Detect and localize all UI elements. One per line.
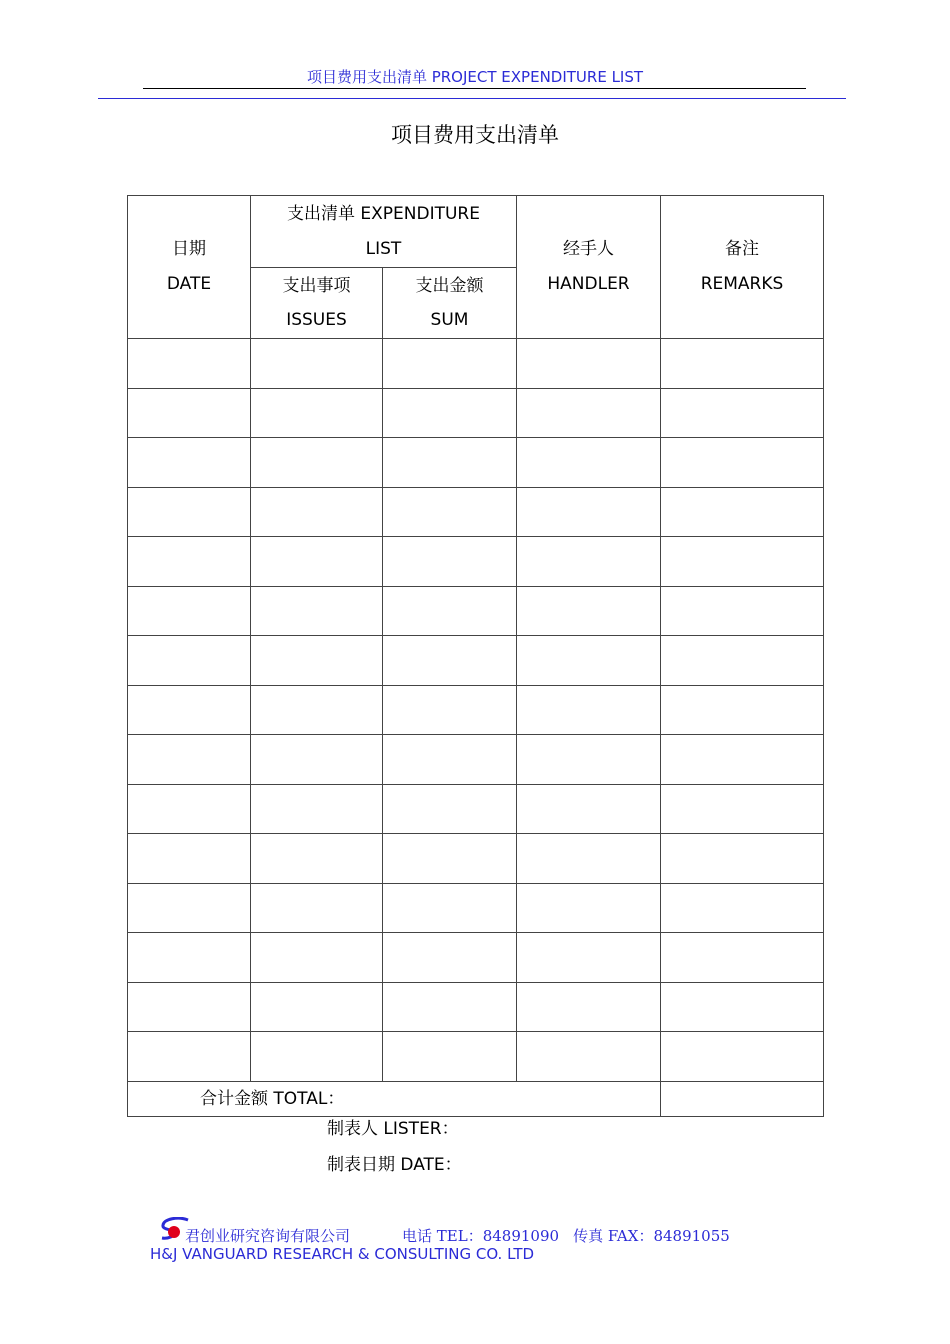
date-cell[interactable] (128, 982, 251, 1032)
table-row (128, 685, 824, 735)
handler-cell[interactable] (517, 685, 661, 735)
date-cell[interactable] (128, 784, 251, 834)
header-row-1 (128, 196, 824, 268)
lister-label: 制表人 LISTER： (327, 1119, 459, 1139)
sum-cell[interactable] (383, 784, 517, 834)
total-value-cell[interactable] (661, 1081, 824, 1116)
remarks-cell[interactable] (661, 438, 824, 488)
sum-header-cn: 支出金额 (415, 276, 484, 296)
remarks-header-en: REMARKS (700, 274, 784, 294)
table-row (128, 388, 824, 438)
issues-cell[interactable] (251, 883, 383, 933)
remarks-cell[interactable] (661, 537, 824, 587)
date-cell[interactable] (128, 537, 251, 587)
handler-cell[interactable] (517, 735, 661, 785)
handler-cell[interactable] (517, 1032, 661, 1082)
handler-cell[interactable] (517, 784, 661, 834)
handler-cell[interactable] (517, 834, 661, 884)
issues-cell[interactable] (251, 339, 383, 389)
date-header-cn: 日期 (172, 239, 206, 259)
remarks-header (661, 196, 824, 339)
handler-cell[interactable] (517, 487, 661, 537)
table-row (128, 834, 824, 884)
remarks-cell[interactable] (661, 883, 824, 933)
remarks-cell[interactable] (661, 388, 824, 438)
sum-cell[interactable] (383, 933, 517, 983)
remarks-cell[interactable] (661, 933, 824, 983)
sum-cell[interactable] (383, 438, 517, 488)
footer-company-cn: 君创业研究咨询有限公司 (185, 1227, 351, 1245)
handler-cell[interactable] (517, 339, 661, 389)
footer-company-en: H&J VANGUARD RESEARCH & CONSULTING CO. LTD (150, 1245, 535, 1263)
sum-cell[interactable] (383, 388, 517, 438)
table-row (128, 784, 824, 834)
sum-cell[interactable] (383, 982, 517, 1032)
handler-cell[interactable] (517, 883, 661, 933)
issues-header-en: ISSUES (286, 310, 347, 330)
issues-header-cn: 支出事项 (282, 276, 351, 296)
handler-cell[interactable] (517, 636, 661, 686)
expenditure-header (251, 196, 517, 268)
date-cell[interactable] (128, 1032, 251, 1082)
issues-cell[interactable] (251, 487, 383, 537)
remarks-cell[interactable] (661, 784, 824, 834)
table-row (128, 487, 824, 537)
expenditure-header-cn: 支出清单 EXPENDITURE (287, 203, 480, 224)
sum-cell[interactable] (383, 487, 517, 537)
issues-cell[interactable] (251, 933, 383, 983)
table-row (128, 735, 824, 785)
date-cell[interactable] (128, 487, 251, 537)
table-row (128, 1032, 824, 1082)
footer-fax-label: 传真 FAX： (573, 1227, 654, 1245)
date-cell[interactable] (128, 834, 251, 884)
issues-cell[interactable] (251, 388, 383, 438)
footer-fax: 84891055 (653, 1227, 730, 1245)
remarks-cell[interactable] (661, 1032, 824, 1082)
sum-cell[interactable] (383, 834, 517, 884)
issues-cell[interactable] (251, 586, 383, 636)
list-date-label: 制表日期 DATE： (327, 1155, 462, 1175)
table-row (128, 933, 824, 983)
issues-cell[interactable] (251, 685, 383, 735)
handler-header-en: HANDLER (547, 274, 630, 294)
sum-cell[interactable] (383, 636, 517, 686)
handler-header (517, 196, 661, 339)
expenditure-header-en: LIST (365, 238, 402, 259)
handler-cell[interactable] (517, 982, 661, 1032)
date-header-en: DATE (166, 274, 212, 294)
date-cell[interactable] (128, 438, 251, 488)
table-row (128, 339, 824, 389)
issues-cell[interactable] (251, 636, 383, 686)
date-cell[interactable] (128, 883, 251, 933)
issues-cell[interactable] (251, 537, 383, 587)
remarks-cell[interactable] (661, 735, 824, 785)
date-cell[interactable] (128, 339, 251, 389)
issues-cell[interactable] (251, 834, 383, 884)
footer-tel: 84891090 (482, 1227, 560, 1245)
table-row (128, 537, 824, 587)
sum-cell[interactable] (383, 883, 517, 933)
handler-cell[interactable] (517, 586, 661, 636)
handler-cell[interactable] (517, 388, 661, 438)
date-cell[interactable] (128, 933, 251, 983)
date-cell[interactable] (128, 636, 251, 686)
sum-cell[interactable] (383, 537, 517, 587)
sum-cell[interactable] (383, 339, 517, 389)
handler-cell[interactable] (517, 933, 661, 983)
sum-header-en: SUM (430, 310, 469, 330)
issues-cell[interactable] (251, 438, 383, 488)
sum-cell[interactable] (383, 735, 517, 785)
date-cell[interactable] (128, 586, 251, 636)
table-row (128, 883, 824, 933)
footer-company-contact (185, 1225, 730, 1246)
header-rule-blue (98, 98, 846, 99)
sum-header (383, 268, 517, 339)
issues-cell[interactable] (251, 1032, 383, 1082)
issues-cell[interactable] (251, 735, 383, 785)
document-title: 项目费用支出清单 (391, 123, 559, 147)
remarks-cell[interactable] (661, 487, 824, 537)
handler-header-cn: 经手人 (563, 239, 614, 259)
page-header: 项目费用支出清单 PROJECT EXPENDITURE LIST (306, 68, 644, 86)
footer-tel-label: 电话 TEL： (402, 1227, 483, 1245)
header-rule-black (143, 88, 806, 89)
sum-cell[interactable] (383, 685, 517, 735)
table-row (128, 636, 824, 686)
date-cell[interactable] (128, 685, 251, 735)
issues-header (251, 268, 383, 339)
date-header (128, 196, 251, 339)
remarks-cell[interactable] (661, 586, 824, 636)
remarks-cell[interactable] (661, 685, 824, 735)
remarks-cell[interactable] (661, 339, 824, 389)
expenditure-table (127, 195, 824, 1117)
handler-cell[interactable] (517, 438, 661, 488)
table-row (128, 982, 824, 1032)
sum-cell[interactable] (383, 586, 517, 636)
total-label: 合计金额 TOTAL： (128, 1081, 661, 1116)
table-row (128, 438, 824, 488)
issues-cell[interactable] (251, 982, 383, 1032)
issues-cell[interactable] (251, 784, 383, 834)
total-row (128, 1081, 824, 1116)
date-cell[interactable] (128, 388, 251, 438)
remarks-header-cn: 备注 (725, 239, 759, 259)
date-cell[interactable] (128, 735, 251, 785)
sum-cell[interactable] (383, 1032, 517, 1082)
handler-cell[interactable] (517, 537, 661, 587)
remarks-cell[interactable] (661, 636, 824, 686)
table-row (128, 586, 824, 636)
remarks-cell[interactable] (661, 834, 824, 884)
remarks-cell[interactable] (661, 982, 824, 1032)
